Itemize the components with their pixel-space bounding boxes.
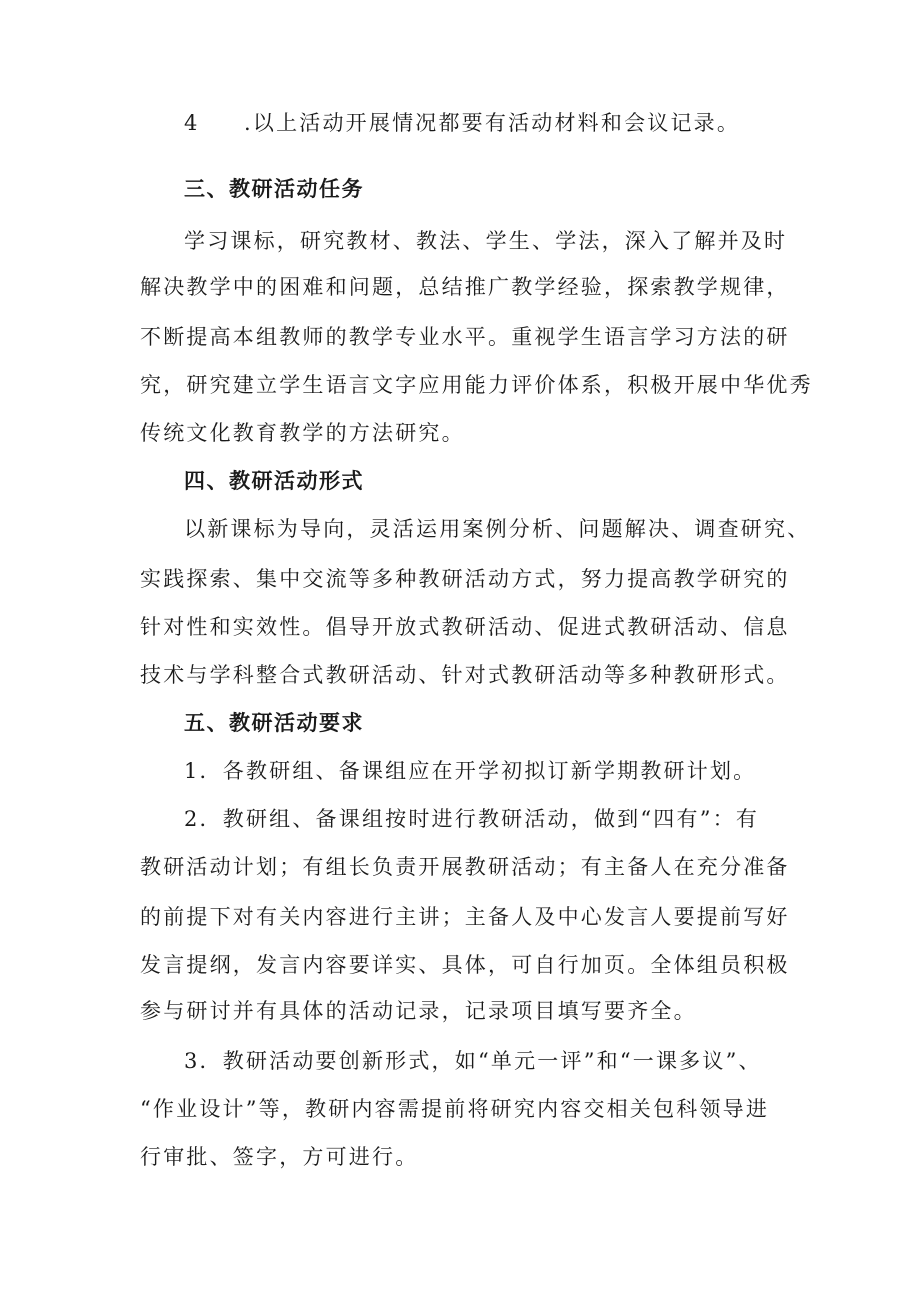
section-3-line: 传统文化教育教学的方法研究。 xyxy=(140,421,465,445)
section-3-line: 解决教学中的困难和问题，总结推广教学经验，探索教学规律， xyxy=(140,275,790,299)
section-3-heading: 三、教研活动任务 xyxy=(184,176,364,201)
section-5-item-2-line: 的前提下对有关内容进行主讲；主备人及中心发言人要提前写好 xyxy=(140,905,790,929)
section-5-item-2-line: 2．教研组、备课组按时进行教研活动，做到“四有”：有 xyxy=(184,807,760,831)
section-5-item-3-line: 行审批、签字，方可进行。 xyxy=(140,1145,419,1169)
item-4 xyxy=(0,108,920,138)
section-5-item-2-line: 参与研讨并有具体的活动记录，记录项目填写要齐全。 xyxy=(140,999,697,1023)
section-4-line: 实践探索、集中交流等多种教研活动方式，努力提高教学研究的 xyxy=(140,567,790,591)
section-4-line: 针对性和实效性。倡导开放式教研活动、促进式教研活动、信息 xyxy=(140,615,790,639)
section-5-heading: 五、教研活动要求 xyxy=(184,710,364,735)
section-3-line: 究，研究建立学生语言文字应用能力评价体系，积极开展中华优秀 xyxy=(140,373,813,397)
section-5-item-3-line: “作业设计”等，教研内容需提前将研究内容交相关包科领导进 xyxy=(140,1097,770,1121)
item-4-number: 4 xyxy=(184,111,200,135)
section-4-line: 以新课标为导向，灵活运用案例分析、问题解决、调查研究、 xyxy=(184,517,811,541)
section-5-item-2-line: 发言提纲，发言内容要详实、具体，可自行加页。全体组员积极 xyxy=(140,953,790,977)
section-5-item-3-line: 3．教研活动要创新形式，如“单元一评”和“一课多议”、 xyxy=(184,1049,762,1073)
section-5-item-2-line: 教研活动计划；有组长负责开展教研活动；有主备人在充分准备 xyxy=(140,855,790,879)
section-5-item-1: 1．各教研组、备课组应在开学初拟订新学期教研计划。 xyxy=(184,759,757,783)
section-4-line: 技术与学科整合式教研活动、针对式教研活动等多种教研形式。 xyxy=(140,663,790,687)
section-3-line: 不断提高本组教师的教学专业水平。重视学生语言学习方法的研 xyxy=(140,325,790,349)
section-4-heading: 四、教研活动形式 xyxy=(184,468,364,493)
item-4-text: .以上活动开展情况都要有活动材料和会议记录。 xyxy=(244,111,741,135)
section-3-line: 学习课标，研究教材、教法、学生、学法，深入了解并及时 xyxy=(184,229,788,253)
